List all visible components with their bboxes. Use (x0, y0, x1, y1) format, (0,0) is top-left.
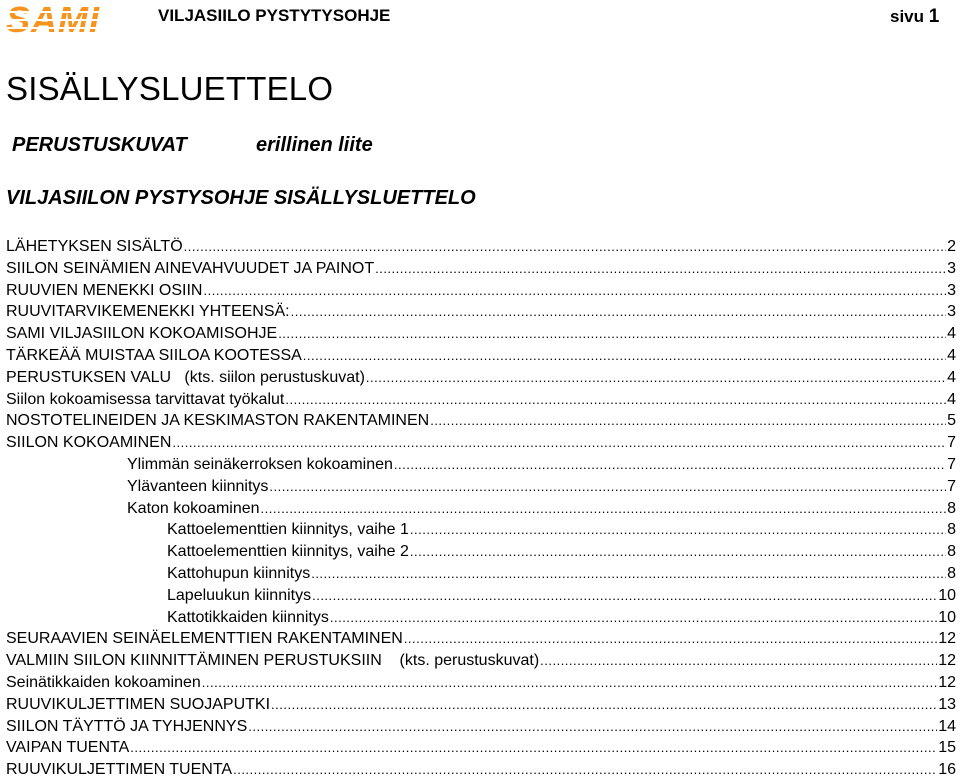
toc-entry-page: 14 (938, 717, 956, 735)
toc-entry[interactable] (0, 694, 960, 716)
toc-entry[interactable] (0, 585, 960, 607)
toc-entry[interactable] (0, 432, 960, 454)
toc-leader-dots (375, 258, 946, 280)
toc-entry-label: VAIPAN TUENTA (6, 739, 130, 757)
page-title: SISÄLLYSLUETTELO (6, 70, 334, 107)
toc-entry-page: 3 (947, 259, 956, 277)
toc-entry-label: SEURAAVIEN SEINÄELEMENTTIEN RAKENTAMINEN (6, 630, 403, 648)
toc-leader-dots (285, 389, 946, 411)
toc-entry-label: SAMI VILJASIILON KOKOAMISOHJE (6, 325, 278, 343)
toc-leader-dots (269, 476, 946, 498)
toc-entry[interactable] (0, 672, 960, 694)
toc-entry[interactable] (0, 541, 960, 563)
toc-entry-page: 10 (938, 608, 956, 626)
toc-entry-page: 12 (938, 673, 956, 691)
page-number-value: 1 (928, 6, 940, 27)
toc-leader-dots (404, 628, 937, 650)
toc-entry-label: VALMIIN SIILON KIINNITTÄMINEN PERUSTUKSIIN (kts. perustuskuvat) (6, 652, 540, 670)
toc-entry-label: SIILON TÄYTTÖ JA TYHJENNYS (6, 717, 248, 735)
toc-entry-label: RUUVIKULJETTIMEN SUOJAPUTKI (6, 695, 271, 713)
toc-leader-dots (540, 650, 937, 672)
toc-entry-page: 15 (938, 739, 956, 757)
toc-entry-page: 2 (947, 238, 956, 255)
toc-entry[interactable] (0, 519, 960, 541)
toc-entry-label: Kattoelementtien kiinnitys, vaihe 1 (167, 521, 409, 539)
subtitle-right: erillinen liite (256, 134, 373, 156)
toc-entry[interactable] (0, 716, 960, 738)
toc-entry-page: 5 (947, 412, 956, 430)
toc-entry-page: 12 (938, 652, 956, 670)
subtitle-left: PERUSTUSKUVAT (12, 134, 187, 156)
toc-entry-label: Kattoelementtien kiinnitys, vaihe 2 (167, 543, 409, 561)
page-header (0, 0, 960, 40)
toc-entry-page: 10 (938, 586, 956, 604)
document-title: VILJASIILO PYSTYTYSOHJE (158, 6, 391, 25)
toc-leader-dots (233, 759, 937, 781)
toc-entry[interactable] (0, 628, 960, 650)
toc-leader-dots (202, 672, 937, 694)
toc-entry-label: SIILON SEINÄMIEN AINEVAHVUUDET JA PAINOT (6, 259, 375, 277)
table-of-contents (0, 236, 960, 781)
toc-leader-dots (430, 410, 946, 432)
toc-entry-page: 7 (947, 477, 956, 495)
toc-entry-page: 3 (947, 303, 956, 321)
toc-leader-dots (203, 280, 946, 302)
toc-entry-page: 4 (947, 390, 956, 408)
toc-leader-dots (184, 236, 946, 258)
toc-entry-page: 7 (947, 455, 956, 473)
toc-entry[interactable] (0, 301, 960, 323)
toc-entry[interactable] (0, 650, 960, 672)
page-number (890, 6, 939, 28)
toc-leader-dots (330, 607, 937, 629)
toc-entry[interactable] (0, 236, 960, 258)
toc-entry-page: 7 (947, 434, 956, 452)
toc-entry[interactable] (0, 607, 960, 629)
toc-entry-page: 8 (947, 543, 956, 561)
svg-text:SAMI: SAMI (6, 2, 100, 36)
toc-entry[interactable] (0, 280, 960, 302)
toc-leader-dots (410, 541, 946, 563)
toc-entry-page: 12 (938, 630, 956, 648)
toc-leader-dots (130, 737, 937, 759)
toc-entry-label: Seinätikkaiden kokoaminen (6, 673, 201, 691)
toc-entry-label: Kattotikkaiden kiinnitys (167, 608, 329, 626)
toc-entry-label: Siilon kokoamisessa tarvittavat työkalut (6, 390, 285, 408)
toc-entry-page: 8 (947, 521, 956, 539)
toc-entry-label: Katon kokoaminen (127, 499, 260, 517)
toc-leader-dots (394, 454, 946, 476)
toc-leader-dots (311, 563, 946, 585)
toc-entry-label: TÄRKEÄÄ MUISTAA SIILOA KOOTESSA (6, 346, 302, 364)
toc-entry[interactable] (0, 563, 960, 585)
toc-entry-label: NOSTOTELINEIDEN JA KESKIMASTON RAKENTAMINEN (6, 412, 430, 430)
sami-logo (4, 2, 122, 36)
toc-entry-label: Ylävanteen kiinnitys (127, 477, 269, 495)
toc-entry-page: 4 (947, 368, 956, 386)
toc-entry-label: RUUVIKULJETTIMEN TUENTA (6, 761, 233, 779)
toc-leader-dots (366, 367, 946, 389)
toc-leader-dots (291, 301, 946, 323)
toc-leader-dots (271, 694, 937, 716)
toc-leader-dots (410, 519, 946, 541)
toc-entry-label: RUUVIEN MENEKKI OSIIN (6, 281, 203, 299)
toc-entry[interactable] (0, 498, 960, 520)
toc-entry[interactable] (0, 258, 960, 280)
toc-entry-label: Ylimmän seinäkerroksen kokoaminen (127, 455, 393, 473)
toc-entry-page: 16 (938, 761, 956, 779)
toc-leader-dots (248, 716, 937, 738)
toc-entry[interactable] (0, 389, 960, 411)
toc-entry[interactable] (0, 323, 960, 345)
toc-entry[interactable] (0, 367, 960, 389)
toc-leader-dots (261, 498, 947, 520)
toc-entry-page: 3 (947, 281, 956, 299)
toc-entry-label: Kattohupun kiinnitys (167, 564, 311, 582)
toc-entry[interactable] (0, 345, 960, 367)
toc-leader-dots (172, 432, 946, 454)
toc-entry[interactable] (0, 454, 960, 476)
page-label: sivu (890, 7, 925, 26)
toc-leader-dots (312, 585, 937, 607)
toc-entry[interactable] (0, 737, 960, 759)
toc-entry-page: 8 (947, 499, 956, 517)
toc-entry[interactable] (0, 476, 960, 498)
toc-entry-label: Lapeluukun kiinnitys (167, 586, 312, 604)
toc-entry[interactable] (0, 759, 960, 781)
toc-entry-label: PERUSTUKSEN VALU (kts. siilon perustuskuvat) (6, 368, 365, 386)
section-title: VILJASIILON PYSTYSOHJE SISÄLLYSLUETTELO (6, 187, 476, 209)
toc-entry-page: 4 (947, 346, 956, 364)
toc-entry-page: 8 (947, 564, 956, 582)
toc-entry-label: LÄHETYKSEN SISÄLTÖ (6, 238, 183, 255)
toc-leader-dots (303, 345, 946, 367)
toc-leader-dots (278, 323, 946, 345)
toc-entry-label: RUUVITARVIKEMENEKKI YHTEENSÄ: (6, 303, 290, 321)
toc-entry[interactable] (0, 410, 960, 432)
toc-entry-page: 4 (947, 325, 956, 343)
toc-entry-page: 13 (938, 695, 956, 713)
toc-entry-label: SIILON KOKOAMINEN (6, 434, 172, 452)
